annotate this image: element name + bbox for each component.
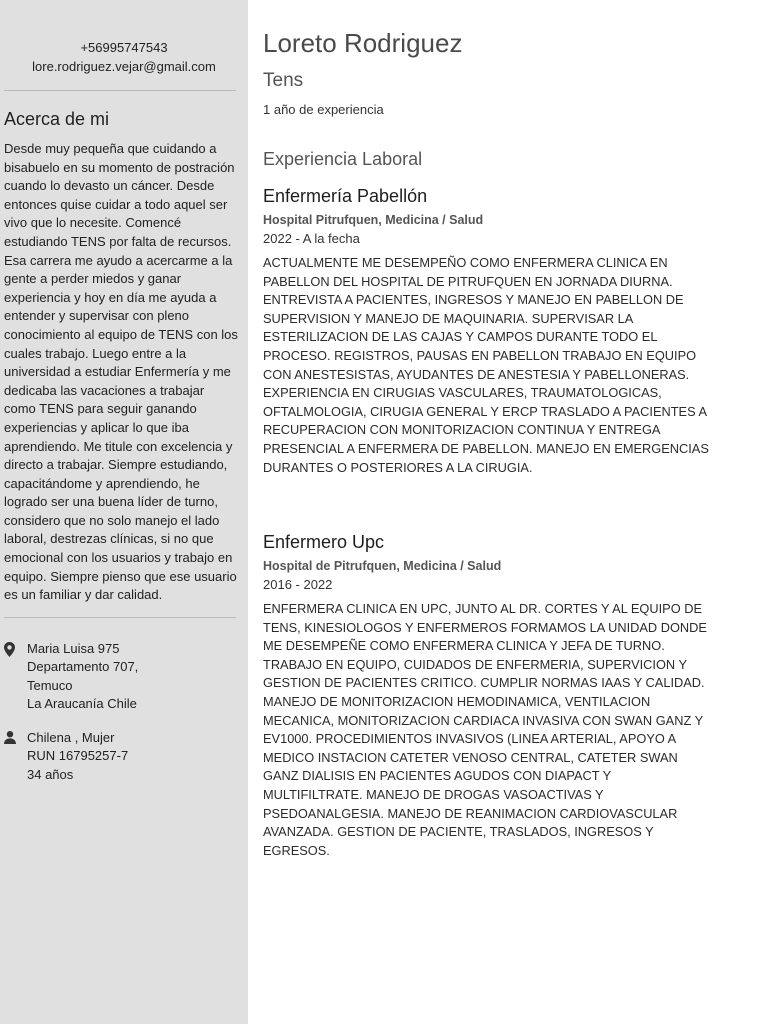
contact-block [0,0,248,76]
job-title: Enfermería Pabellón [263,186,428,206]
address-block [4,640,248,714]
candidate-role: Tens [263,70,304,91]
job-description: ENFERMERA CLINICA EN UPC, JUNTO AL DR. CORTES Y AL EQUIPO DE TENS, KINESIOLOGOS Y ENFERMEROS FORMAMOS LA UNIDAD DONDE ME DESEMPEÑE COMO ENFERMERA CLINICA Y JEFA DE TURNO. TRABAJO EN EQUIPO, CUIDADOS DE ENFERMERIA, SUPERVICION Y GESTION DE PACIENTES CRITICO. CUMPLIR NORMAS IAAS Y CALIDAD. MANEJO DE MONITORIZACION HEMODINAMICA, VENTILACION MECANICA, MONITORIZACION CARDIACA INVASIVA CON SWAN GANZ Y EV1000. PROCEDIMIENTOS INVASIVOS (LINEA ARTERIAL, APOYO A MEDICO INSTACION CATETER VENOSO CENTRAL, CATETER SWAN GANZ DIALISIS EN PACIENTES AGUDOS CON DIAPACT Y MULTIFILTRATE. MANEJO DE DROGAS VASOACTIVAS Y PSEDOANALGESIA. MANEJO DE REANIMACION CARDIOVASCULAR AVANZADA. GESTION DE PACIENTE, TRASLADOS, INGRESOS Y EGRESOS. [263,601,707,858]
experience-years: 1 año de experiencia [263,102,384,117]
address-line: La Araucanía Chile [27,696,137,712]
sidebar [0,0,248,1024]
job-description: ACTUALMENTE ME DESEMPEÑO COMO ENFERMERA CLINICA EN PABELLON DEL HOSPITAL DE PITRUFQUEN EN JORNADA DIURNA. ENTREVISTA A PACIENTES, INGRESOS Y MANEJO EN PABELLON DE SUPERVISION Y MANEJO DE MAQUINARIA. SUPERVISAR LA ESTERILIZACION DE LAS CAJAS Y CAMPOS DURANTE TODO EL PROCESO. REGISTROS, PAUSAS EN PABELLON TRABAJO EN EQUIPO CON ANESTESISTAS, AYUDANTES DE ANESTESIA Y PABELLONERAS. EXPERIENCIA EN CIRUGIAS VASCULARES, TRAUMATOLOGICAS, OFTALMOLOGIA, CIRUGIA GENERAL Y ERCP TRASLADO A PACIENTES A RECUPERACION CON MONITORIZACION CONTINUA Y ENTREGA PRESENCIAL A ENFERMERA DE PABELLON. MANEJO EN EMERGENCIAS DURANTES O POSTERIORES A LA CIRUGIA. [263,255,709,475]
job-dates: 2016 - 2022 [263,577,333,592]
phone-number[interactable]: +56995747543 [80,40,168,55]
personal-line: 34 años [27,766,74,782]
person-icon [4,731,18,750]
job-organization: Hospital de Pitrufquen, Medicina / Salud [263,559,502,573]
address-line: Departamento 707, [27,659,139,675]
job-organization: Hospital Pitrufquen, Medicina / Salud [263,213,484,227]
personal-info-block [4,729,248,785]
candidate-name: Loreto Rodriguez [263,28,463,58]
about-text: Desde muy pequeña que cuidando a bisabuelo en su momento de postración cuando lo devasto un cáncer. Desde entonces quise cuidar a todo aquel ser vivo que lo necesite. Comencé estudiando TENS por falta de recursos. Esa carrera me ayudo a acercarme a la gente a perder miedos y ganar experiencia y hoy en día me ayuda a entender y supervisar con pleno conocimiento al equipo de TENS con los cuales trabajo. Luego entre a la universidad a estudiar Enfermería y me dedicaba las vacaciones a trabajar como TENS para seguir ganando experiencias y aplicar lo que iba aprendiendo. Me titule con excelencia y directo a trabajar. Siempre estudiando, capacitándome y aprendiendo, he logrado ser una buena líder de turno, considero que no solo manejo el lado laboral, destrezas clínicas, si no que emocional con los usuarios y trabajo en equipo. Siempre pienso que ese usuario es un familiar y dar calidad. [4,141,238,603]
job-entry [263,186,713,477]
address-line: Maria Luisa 975 [27,640,120,656]
job-entry [263,532,713,860]
section-title-experience: Experiencia Laboral [263,149,423,169]
address-line: Temuco [27,677,73,693]
personal-line: Chilena , Mujer [27,729,115,745]
email-address[interactable]: lore.rodriguez.vejar@gmail.com [32,59,216,74]
about-title: Acerca de mi [4,109,110,129]
job-dates: 2022 - A la fecha [263,231,360,246]
location-pin-icon [4,642,18,663]
job-title: Enfermero Upc [263,532,385,552]
personal-line: RUN 16795257-7 [27,748,129,764]
main-content [248,0,768,1024]
divider [4,617,236,618]
divider [4,90,236,91]
